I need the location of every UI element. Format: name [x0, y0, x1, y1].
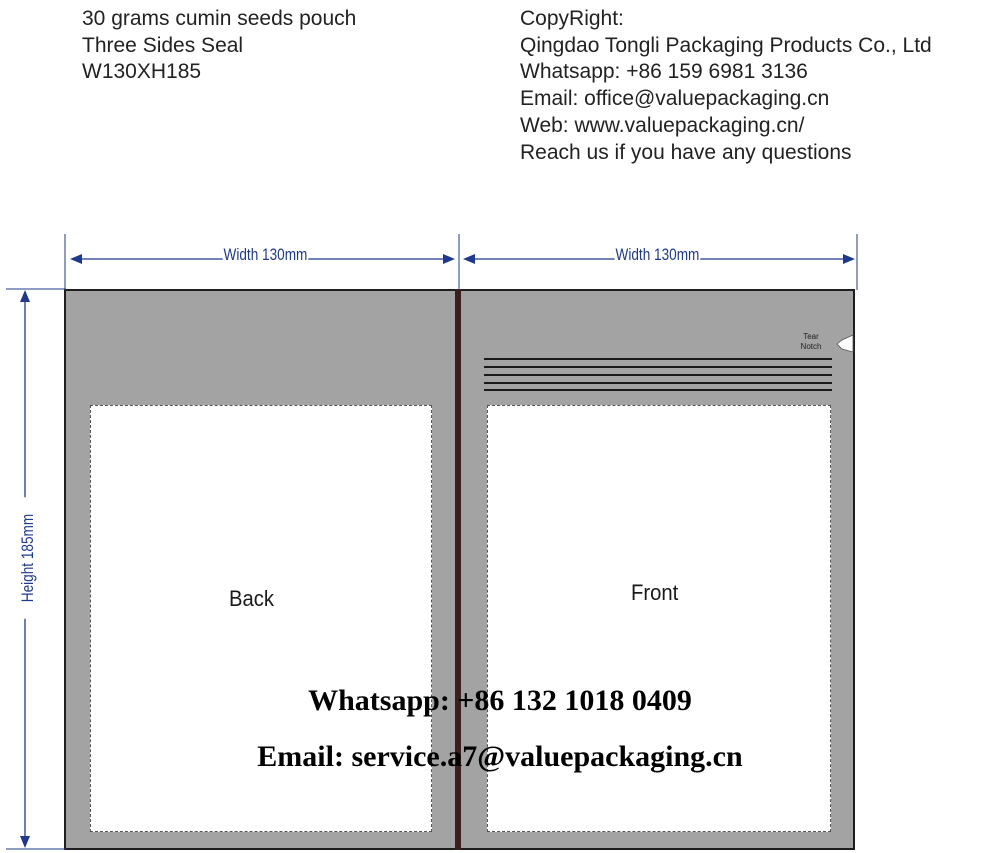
arrowhead-icon [20, 290, 30, 302]
product-name: 30 grams cumin seeds pouch [82, 7, 357, 30]
copyright-heading: CopyRight: [520, 7, 624, 30]
height-label: Height 185mm [18, 497, 38, 619]
arrowhead-icon [463, 254, 475, 264]
width-label-front: Width 130mm [615, 245, 700, 264]
arrowhead-icon [70, 254, 82, 264]
company-email: Email: office@valuepackaging.cn [520, 87, 830, 111]
contact-note: Reach us if you have any questions [520, 140, 852, 164]
arrowhead-icon [843, 254, 855, 264]
width-label-back: Width 130mm [223, 245, 308, 264]
arrowhead-icon [443, 254, 455, 264]
seal-style: Three Sides Seal [82, 33, 244, 57]
watermark-whatsapp: Whatsapp: +86 132 1018 0409 [308, 684, 692, 717]
tear-notch-line2: Notch [800, 342, 822, 351]
tear-notch-line1: Tear [803, 332, 819, 341]
back-label: Back [229, 586, 275, 611]
pouch-size: W130XH185 [82, 60, 202, 84]
company-name: Qingdao Tongli Packaging Products Co., Ltd [520, 33, 932, 57]
company-web: Web: www.valuepackaging.cn/ [520, 113, 805, 137]
company-whatsapp: Whatsapp: +86 159 6981 3136 [520, 60, 808, 84]
arrowhead-icon [20, 836, 30, 848]
tear-notch-icon [837, 335, 853, 352]
front-label: Front [631, 580, 679, 605]
watermark-email: Email: service.a7@valuepackaging.cn [257, 740, 743, 773]
